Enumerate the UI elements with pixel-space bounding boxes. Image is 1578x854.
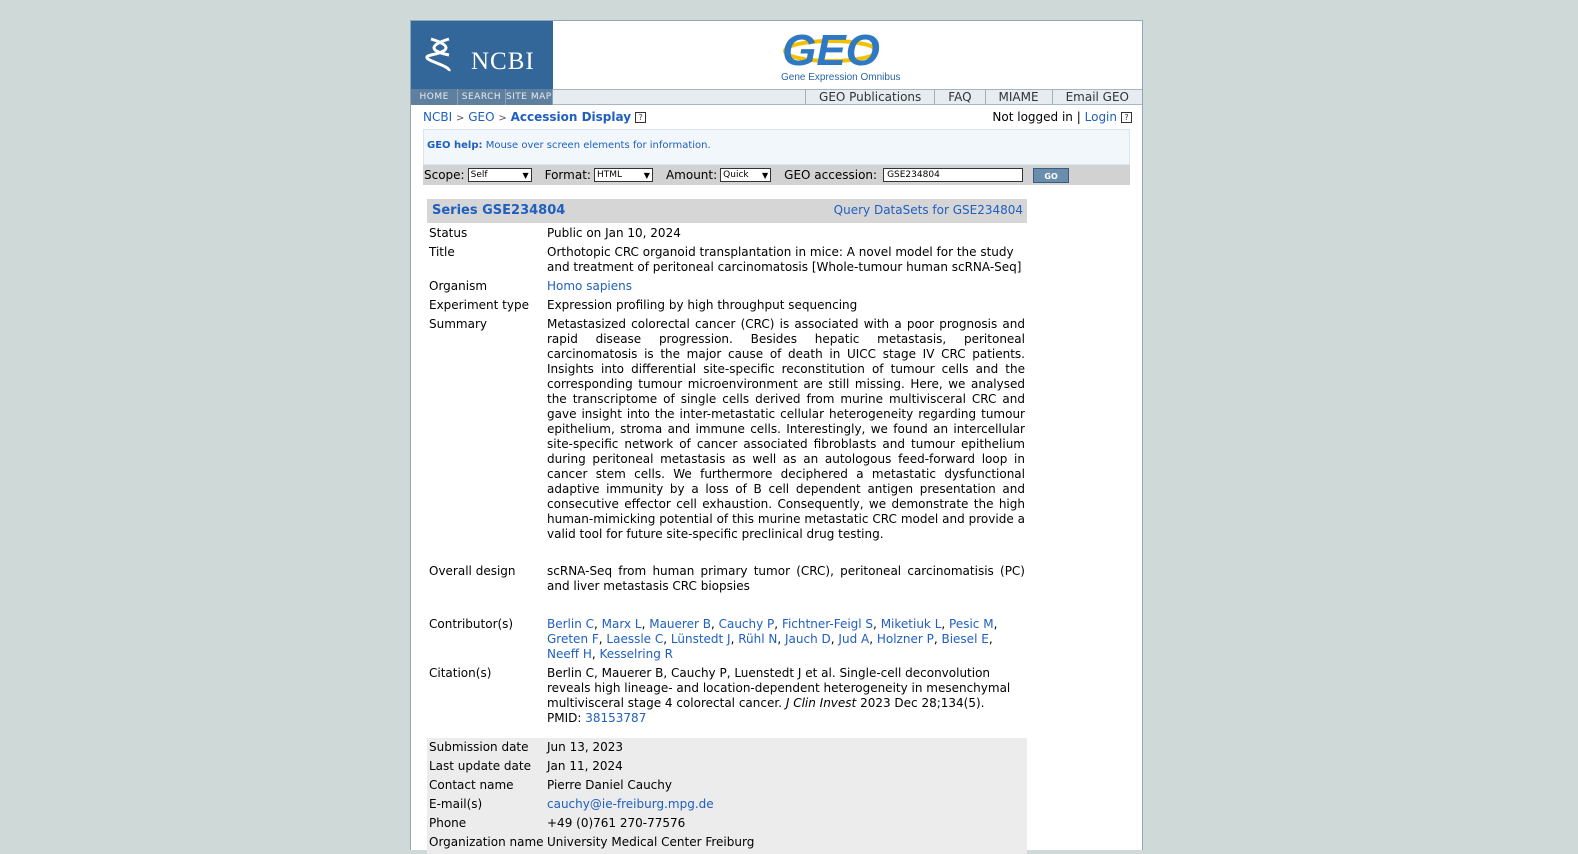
ncbi-logo-text: NCBI: [471, 48, 535, 75]
summary-row: [427, 317, 1027, 564]
nav-faq[interactable]: FAQ: [934, 90, 984, 104]
submission-value: Jun 13, 2023: [547, 740, 624, 754]
login-link[interactable]: Login: [1084, 110, 1117, 124]
organism-row: [427, 279, 1027, 298]
contributor-link[interactable]: Jud A: [838, 632, 870, 646]
organism-label: Organism: [429, 279, 488, 293]
login-status: Not logged in: [992, 110, 1073, 124]
chevron-down-icon: ▼: [522, 170, 529, 180]
contributor-link[interactable]: Mauerer B: [649, 617, 711, 631]
experiment-row: [427, 298, 1027, 317]
contributor-link[interactable]: Neeff H: [547, 647, 592, 661]
summary-value: Metastasized colorectal cancer (CRC) is associated with a poor prognosis and rapid disease progression. Besides hepatic metastasis, peritoneal carcinomatosis is the major cause of death in UICC stage IV CRC patients. Insights into differential site-specific reconstitution of tumour cells and the corresponding tumour microenvironment are still missing. Here, we analysed the transcriptome of single cells derived from murine multivisceral CRC and gave insight into the inter-metastatic cellular heterogeneity regarding tumour epithelium, stroma and immune cells. Interestingly, we found an intercellular site-specific network of cancer associated fibroblasts and tumour epithelium during peritoneal metastasis as well as an autologous feed-forward loop in cancer stem cells. We furthermore deciphered a metastatic dysfunctional adaptive immunity by a loss of B cell dependent antigen presentation and consecutive effector cell exhaustion. Consequently, we demonstrate the high human-mimicking potential of this murine metastatic CRC model and provide a valid tool for future site-specific preclinical drug testing.: [547, 317, 1025, 541]
contributor-link[interactable]: Rühl N: [738, 632, 778, 646]
geo-nav: [805, 90, 1142, 104]
citation-journal: J Clin Invest: [785, 696, 857, 710]
email-label: E-mail(s): [429, 797, 483, 811]
breadcrumb-ncbi[interactable]: NCBI: [423, 110, 453, 124]
contributor-link[interactable]: Fichtner-Feigl S: [781, 617, 874, 631]
experiment-value: Expression profiling by high throughput sequencing: [547, 298, 858, 312]
page-container: [410, 20, 1143, 850]
org-label: Organization name: [429, 835, 544, 849]
geo-logo[interactable]: [553, 21, 1142, 89]
contact-label: Contact name: [429, 778, 514, 792]
svg-text:GEO: GEO: [782, 26, 880, 73]
contact-block: [427, 738, 1027, 854]
breadcrumb-separator: >: [498, 113, 507, 124]
help-question-icon[interactable]: ?: [1121, 112, 1132, 123]
phone-label: Phone: [429, 816, 467, 830]
breadcrumb-current: Accession Display: [510, 110, 632, 124]
nav-geo-publications[interactable]: GEO Publications: [805, 90, 934, 104]
submission-row: [427, 738, 1027, 759]
nav-search-link[interactable]: SEARCH: [458, 89, 505, 105]
geo-logo-icon: [781, 25, 881, 73]
help-question-icon[interactable]: ?: [635, 112, 646, 123]
nav-email-geo[interactable]: Email GEO: [1052, 90, 1142, 104]
contact-value: Pierre Daniel Cauchy: [547, 778, 672, 792]
update-value: Jan 11, 2024: [547, 759, 623, 773]
citation-row: [427, 666, 1027, 738]
status-label: Status: [429, 226, 468, 240]
format-value: HTML: [596, 170, 622, 180]
contributors-label: Contributor(s): [429, 617, 514, 631]
contributor-link[interactable]: Biesel E: [941, 632, 989, 646]
breadcrumb-separator: >: [455, 113, 465, 124]
nav-home-link[interactable]: HOME: [411, 89, 458, 105]
design-value: scRNA-Seq from human primary tumor (CRC), peritoneal carcinomatisis (PC) and liver metastasis CRC biopsies: [547, 564, 1025, 593]
citation-date: 2023 Dec 28;134(5).: [860, 696, 985, 710]
phone-value: +49 (0)761 270-77576: [547, 816, 686, 830]
update-row: [427, 759, 1027, 778]
breadcrumb-geo[interactable]: GEO: [468, 110, 495, 124]
geo-subtitle: Gene Expression Omnibus: [781, 72, 901, 83]
contributor-link[interactable]: Laessle C: [606, 632, 664, 646]
phone-row: [427, 816, 1027, 835]
scope-label: Scope:: [424, 168, 465, 182]
design-label: Overall design: [429, 564, 516, 578]
citation-label: Citation(s): [429, 666, 492, 680]
amount-label: Amount:: [665, 168, 718, 182]
nav-sitemap-link[interactable]: SITE MAP: [506, 89, 553, 105]
series-details: [427, 223, 1027, 854]
series-title: Series GSE234804: [432, 203, 566, 218]
title-label: Title: [429, 245, 455, 259]
summary-label: Summary: [429, 317, 487, 331]
help-text: Mouse over screen elements for information.: [485, 140, 711, 151]
amount-value: Quick: [723, 170, 749, 180]
accession-input[interactable]: GSE234804: [883, 168, 1023, 182]
format-label: Format:: [544, 168, 591, 182]
ncbi-nav: [411, 89, 553, 105]
accession-label: GEO accession:: [784, 168, 878, 182]
status-row: [427, 223, 1027, 245]
citation-value: [547, 666, 1027, 726]
series-header: [427, 199, 1027, 223]
contributor-link[interactable]: Jauch D: [785, 632, 831, 646]
contributors-list: Berlin C, Marx L, Mauerer B, Cauchy P, Fichtner-Feigl S, Miketiuk L, Pesic M, Greten F, Laessle C, Lünstedt J, Rühl N, Jauch D, Jud A, Holzner P, Biesel E, Neeff H, Kesselring R: [547, 617, 998, 661]
geo-help-box: [423, 129, 1130, 165]
scope-value: Self: [470, 170, 488, 180]
help-label: GEO help:: [427, 140, 483, 151]
org-value: University Medical Center Freiburg: [547, 835, 755, 849]
update-label: Last update date: [429, 759, 531, 773]
contributor-link[interactable]: Kesselring R: [599, 647, 674, 661]
email-link[interactable]: cauchy@ie-freiburg.mpg.de: [547, 797, 714, 811]
format-select[interactable]: [594, 168, 653, 182]
contributors-row: [427, 617, 1027, 666]
accession-controls: [423, 165, 1130, 185]
amount-select[interactable]: [720, 168, 771, 182]
status-value: Public on Jan 10, 2024: [547, 226, 681, 240]
title-value: Orthotopic CRC organoid transplantation in mice: A novel model for the study and treatment of peritoneal carcinomatosis [Whole-tumour human scRNA-Seq]: [547, 245, 1022, 274]
contributor-link[interactable]: Pesic M: [949, 617, 994, 631]
login-divider: |: [1076, 110, 1081, 124]
ncbi-logo[interactable]: [411, 21, 553, 89]
contributor-link[interactable]: Marx L: [601, 617, 642, 631]
email-row: [427, 797, 1027, 816]
submission-label: Submission date: [429, 740, 529, 754]
contact-row: [427, 778, 1027, 797]
nav-bar: [411, 89, 1142, 105]
scope-select[interactable]: [468, 168, 532, 182]
contributor-link[interactable]: Holzner P: [876, 632, 934, 646]
login-area: [992, 110, 1132, 124]
breadcrumb: [423, 110, 646, 124]
contributor-link[interactable]: Miketiuk L: [880, 617, 942, 631]
citation-text: Berlin C, Mauerer B, Cauchy P, Luenstedt J et al. Single-cell deconvolution reveals high lineage- and location-dependent heterogeneity in mesenchymal multivisceral stage 4 colorectal cancer.: [547, 666, 1011, 710]
contributor-link[interactable]: Berlin C: [547, 617, 595, 631]
organism-link[interactable]: Homo sapiens: [547, 279, 633, 293]
pmid-link[interactable]: 38153787: [585, 711, 647, 725]
query-datasets-link[interactable]: Query DataSets for GSE234804: [833, 203, 1023, 217]
contributor-link[interactable]: Greten F: [547, 632, 599, 646]
design-row: [427, 564, 1027, 617]
contributor-link[interactable]: Cauchy P: [718, 617, 775, 631]
chevron-down-icon: ▼: [643, 170, 650, 180]
org-row: [427, 835, 1027, 854]
chevron-down-icon: ▼: [762, 170, 769, 180]
go-button[interactable]: GO: [1033, 168, 1069, 183]
pmid-label: PMID:: [547, 711, 582, 725]
title-row: [427, 245, 1027, 279]
nav-miame[interactable]: MIAME: [985, 90, 1052, 104]
contributor-link[interactable]: Lünstedt J: [670, 632, 731, 646]
dna-helix-icon: [425, 35, 455, 75]
experiment-label: Experiment type: [429, 298, 529, 312]
